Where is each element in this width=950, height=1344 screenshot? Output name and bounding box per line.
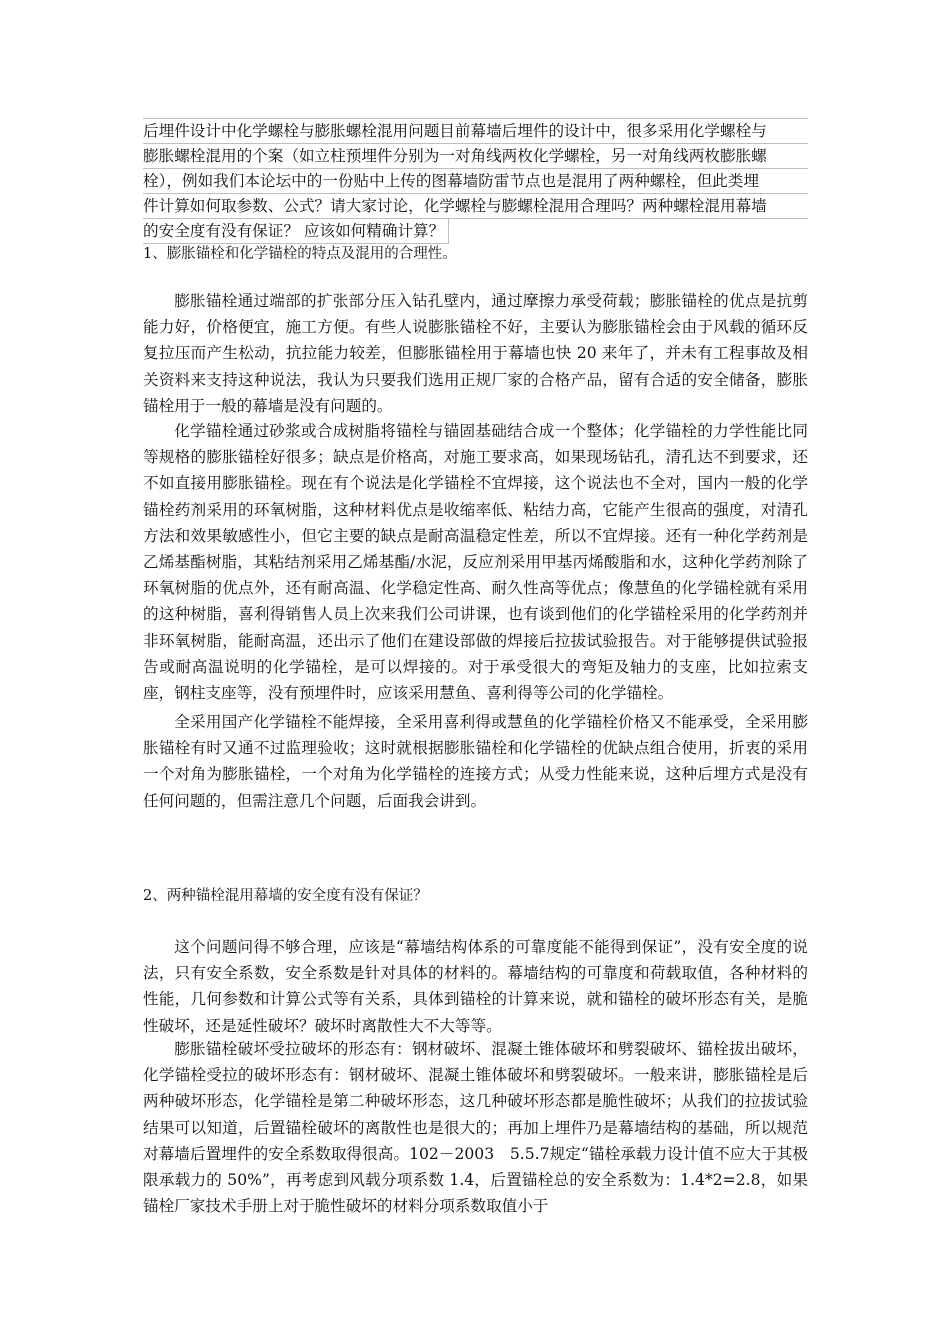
intro-line: 的安全度有没有保证？ 应该如何精确计算？ [143, 218, 449, 244]
paragraph: 这个问题问得不够合理，应该是“幕墙结构体系的可靠度能不能得到保证”，没有安全度的说法，只有安全系数，安全系数是针对具体的材料的。幕墙结构的可靠度和荷载取值，各种材料的性能，几何参数和计算公式等有关系，具体到锚栓的计算来说，就和锚栓的破坏形态有关，是脆性破坏，还是延性破坏？破坏时离散性大不大等等。 [143, 938, 808, 1035]
paragraph: 化学锚栓通过砂浆或合成树脂将锚栓与锚固基础结合成一个整体；化学锚栓的力学性能比同等规格的膨胀锚栓好很多；缺点是价格高，对施工要求高，如果现场钻孔，清孔达不到要求，还不如直接用膨胀锚栓。现在有个说法是化学锚栓不宜焊接，这个说法也不全对，国内一般的化学锚栓药剂采用的环氧树脂，这种材料优点是收缩率低、粘结力高，它能产生很高的强度，对清孔方法和效果敏感性小，但它主要的缺点是耐高温稳定性差，所以不宜焊接。还有一种化学药剂是乙烯基酯树脂，其粘结剂采用乙烯基酯/水泥，反应剂采用甲基丙烯酸脂和水，这种化学药剂除了环氧树脂的优点外，还有耐高温、化学稳定性高、耐久性高等优点；像慧鱼的化学锚栓就有采用的这种树脂，喜利得销售人员上次来我们公司讲课，也有谈到他们的化学锚栓采用的化学药剂并非环氧树脂，能耐高温，还出示了他们在建设部做的焊接后拉拔试验报告。对于能够提供试验报告或耐高温说明的化学锚栓，是可以焊接的。对于承受很大的弯矩及轴力的支座，比如拉索支座，钢柱支座等，没有预埋件时，应该采用慧鱼、喜利得等公司的化学锚栓。 [143, 422, 808, 703]
intro-line: 后埋件设计中化学螺栓与膨胀螺栓混用问题目前幕墙后埋件的设计中，很多采用化学螺栓与 [143, 118, 808, 144]
paragraph: 膨胀锚栓破坏受拉破坏的形态有：钢材破坏、混凝土锥体破坏和劈裂破坏、锚栓拔出破坏，化学锚栓受拉的破坏形态有：钢材破坏、混凝土锥体破坏和劈裂破坏。一般来讲，膨胀锚栓是后两种破坏形态，化学锚栓是第二种破坏形态，这几种破坏形态都是脆性破坏；从我们的拉拔试验结果可以知道，后置锚栓破坏的离散性也是很大的；再加上埋件乃是幕墙结构的基础，所以规范对幕墙后置埋件的安全系数取得很高。102－2003 5.5.7规定“锚栓承载力设计值不应大于其极限承载力的 50%”，再考虑到风载分项系数 1.4，后置锚栓总的安全系数为：1.4*2=2.8，如果锚栓厂家技术手册上对于脆性破坏的材料分项系数取值小于 [143, 1040, 808, 1216]
section-2-heading: 2、两种锚栓混用幕墙的安全度有没有保证？ [143, 888, 428, 904]
paragraph: 膨胀锚栓通过端部的扩张部分压入钻孔壁内，通过摩擦力承受荷载；膨胀锚栓的优点是抗剪能力好，价格便宜，施工方便。有些人说膨胀锚栓不好，主要认为膨胀锚栓会由于风载的循环反复拉压而产生松动，抗拉能力较差，但膨胀锚栓用于幕墙也快 20 来年了，并未有工程事故及相关资料来支持这种说法，我认为只要我们选用正规厂家的合格产品，留有合适的安全储备，膨胀锚栓用于一般的幕墙是没有问题的。 [143, 292, 808, 415]
intro-line: 栓），例如我们本论坛中的一份贴中上传的图幕墙防雷节点也是混用了两种螺栓，但此类埋 [143, 168, 808, 194]
paragraph: 全采用国产化学锚栓不能焊接，全采用喜利得或慧鱼的化学锚栓价格又不能承受，全采用膨胀锚栓有时又通不过监理验收；这时就根据膨胀锚栓和化学锚栓的优缺点组合使用，折衷的采用一个对角为膨胀锚栓，一个对角为化学锚栓的连接方式；从受力性能来说，这种后埋方式是没有任何问题的，但需注意几个问题，后面我会讲到。 [143, 713, 808, 810]
intro-line: 件计算如何取参数、公式？请大家讨论，化学螺栓与膨螺栓混用合理吗？两种螺栓混用幕墙 [143, 193, 808, 219]
section-1-heading: 1、膨胀锚栓和化学锚栓的特点及混用的合理性。 [143, 246, 457, 262]
intro-quote-block [143, 118, 808, 247]
intro-line: 膨胀螺栓混用的个案（如立柱预埋件分别为一对角线两枚化学螺栓，另一对角线两枚膨胀螺 [143, 143, 808, 169]
